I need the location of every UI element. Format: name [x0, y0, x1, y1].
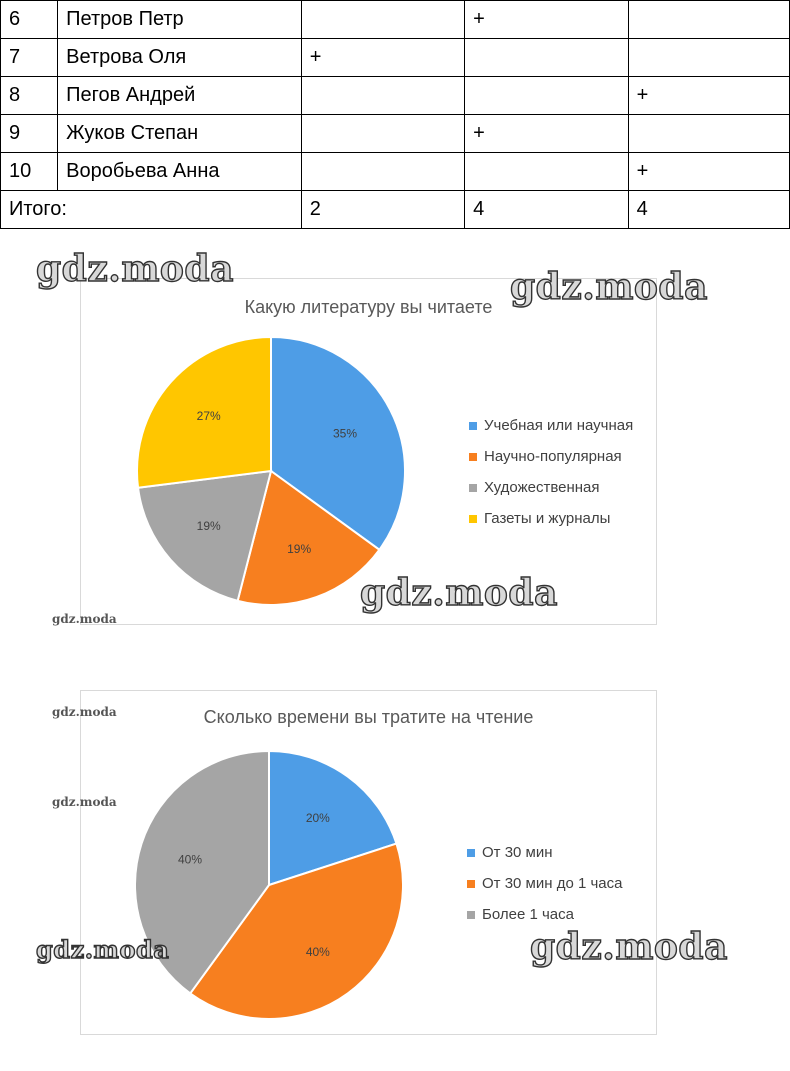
chart-title: Какую литературу вы читаете — [244, 297, 493, 317]
row-number: 9 — [1, 115, 58, 153]
mark-cell — [301, 153, 464, 191]
data-label: 40% — [305, 945, 330, 960]
legend-label: Более 1 часа — [482, 906, 574, 923]
mark-cell — [465, 153, 628, 191]
table-row — [1, 77, 790, 115]
row-number: 7 — [1, 39, 58, 77]
watermark: gdz.moda — [530, 926, 728, 968]
pie-chart-reading-time — [80, 690, 657, 1035]
legend-swatch — [467, 911, 475, 919]
data-label: 20% — [305, 810, 330, 825]
chart-legend — [467, 837, 622, 930]
student-name: Ветрова Оля — [58, 39, 302, 77]
watermark: gdz.moda — [360, 572, 558, 614]
total-cell: 2 — [301, 191, 464, 229]
watermark: gdz.moda — [36, 248, 234, 290]
legend-label: От 30 мин до 1 часа — [482, 875, 623, 892]
table-total-row — [1, 191, 790, 229]
table-row — [1, 1, 790, 39]
legend-swatch — [467, 880, 475, 888]
mark-cell — [628, 1, 789, 39]
row-number: 8 — [1, 77, 58, 115]
total-label: Итого: — [1, 191, 302, 229]
mark-cell: + — [628, 153, 789, 191]
survey-table — [0, 0, 790, 229]
table-row — [1, 153, 790, 191]
total-cell: 4 — [465, 191, 628, 229]
mark-cell — [628, 115, 789, 153]
legend-item — [467, 868, 622, 899]
legend-swatch — [469, 422, 477, 430]
row-number: 6 — [1, 1, 58, 39]
watermark: gdz.moda — [52, 612, 117, 626]
student-name: Воробьева Анна — [58, 153, 302, 191]
data-label: 19% — [196, 518, 221, 533]
data-label: 19% — [287, 542, 312, 557]
student-name: Петров Петр — [58, 1, 302, 39]
mark-cell — [301, 115, 464, 153]
row-number: 10 — [1, 153, 58, 191]
watermark: gdz.moda — [52, 705, 117, 719]
chart-title: Сколько времени вы тратите на чтение — [203, 707, 534, 727]
legend-item — [467, 837, 622, 868]
legend-label: Научно-популярная — [484, 448, 622, 465]
data-label: 35% — [333, 426, 358, 441]
total-cell: 4 — [628, 191, 789, 229]
mark-cell — [301, 77, 464, 115]
mark-cell — [301, 1, 464, 39]
mark-cell — [465, 39, 628, 77]
legend-swatch — [469, 453, 477, 461]
data-label: 40% — [177, 852, 203, 867]
legend-label: Газеты и журналы — [484, 510, 611, 527]
chart-legend — [469, 410, 633, 534]
legend-label: Художественная — [484, 479, 600, 496]
legend-swatch — [467, 849, 475, 857]
legend-item — [469, 503, 633, 534]
legend-label: От 30 мин — [482, 844, 553, 861]
legend-swatch — [469, 515, 477, 523]
student-name: Жуков Степан — [58, 115, 302, 153]
legend-item — [469, 472, 633, 503]
mark-cell: + — [628, 77, 789, 115]
legend-swatch — [469, 484, 477, 492]
table-row — [1, 115, 790, 153]
watermark: gdz.moda — [36, 935, 170, 964]
mark-cell: + — [465, 1, 628, 39]
mark-cell — [628, 39, 789, 77]
mark-cell: + — [465, 115, 628, 153]
student-name: Пегов Андрей — [58, 77, 302, 115]
mark-cell: + — [301, 39, 464, 77]
watermark: gdz.moda — [52, 795, 117, 809]
watermark: gdz.moda — [510, 266, 708, 308]
mark-cell — [465, 77, 628, 115]
data-label: 27% — [196, 409, 221, 424]
legend-label: Учебная или научная — [484, 417, 634, 434]
legend-item — [469, 441, 633, 472]
legend-item — [469, 410, 633, 441]
table-row — [1, 39, 790, 77]
